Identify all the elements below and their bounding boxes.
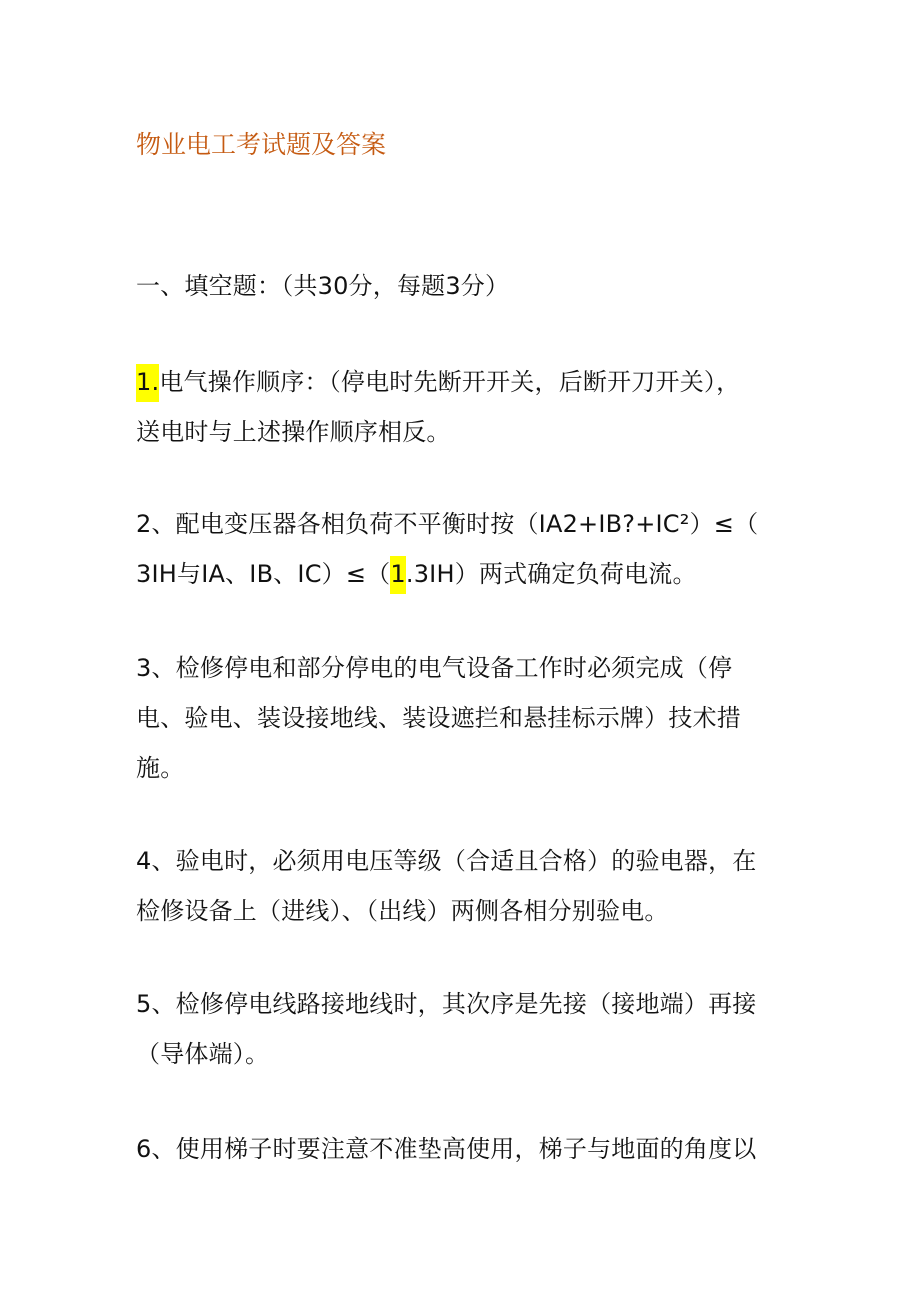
question-4-line-1: 4、验电时，必须用电压等级（合适且合格）的验电器，在 [136,847,757,875]
question-3-line-2: 电、验电、装设接地线、装设遮拦和悬挂标示牌）技术措 [136,704,741,732]
question-4-line-2: 检修设备上（进线）、（出线）两侧各相分别验电。 [136,897,669,925]
document-title: 物业电工考试题及答案 [136,130,387,159]
question-text: 3IH与IA、IB、IC）≤（ [136,560,391,588]
highlight-mark: 1. [136,364,159,402]
highlight-mark: 1 [390,556,405,594]
question-6-line-1: 6、使用梯子时要注意不准垫高使用，梯子与地面的角度以 [136,1135,757,1163]
question-3-line-1: 3、检修停电和部分停电的电气设备工作时必须完成（停 [136,654,733,682]
question-text: 电气操作顺序：（停电时先断开开关，后断开刀开关）， [159,368,741,396]
question-5-line-1: 5、检修停电线路接地线时，其次序是先接（接地端）再接 [136,990,757,1018]
question-1-line-2: 送电时与上述操作顺序相反。 [136,418,451,446]
question-2-line-2 [136,556,697,592]
section-heading: 一、填空题：（共30分，每题3分） [136,272,510,300]
question-5-line-2: （导体端）。 [136,1040,270,1068]
question-3-line-3: 施。 [136,754,185,782]
question-1-line-1 [136,364,740,400]
question-2-line-1: 2、配电变压器各相负荷不平衡时按（IA2+IB?+IC²）≤（ [136,510,759,538]
question-text: .3IH）两式确定负荷电流。 [405,560,697,588]
